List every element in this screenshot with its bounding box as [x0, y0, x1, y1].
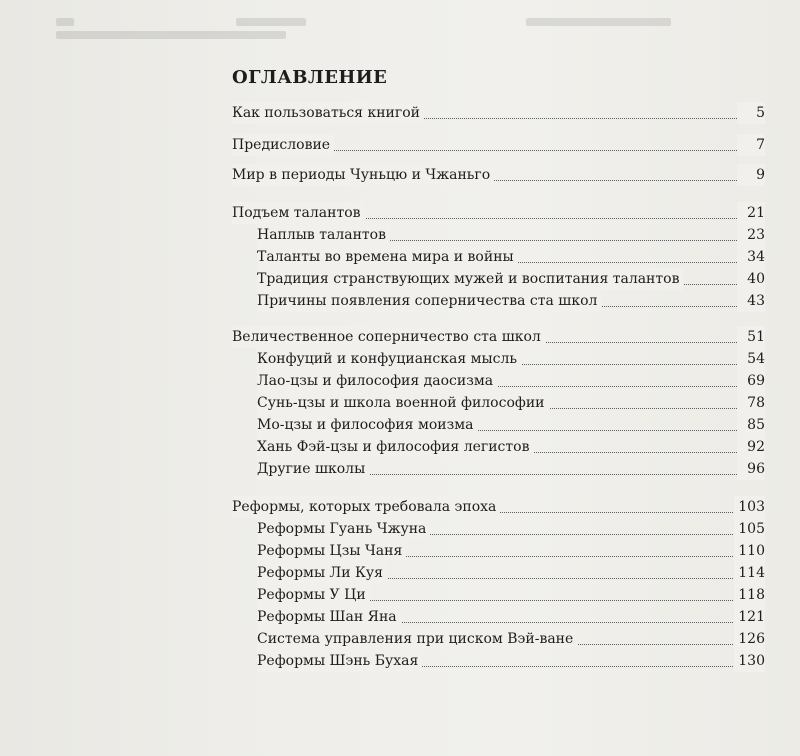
toc-subentry-guan-zhong [232, 518, 765, 540]
toc-entry-page: 118 [734, 584, 765, 606]
toc-entry-page: 40 [737, 268, 765, 290]
toc-entry-hundred-schools [232, 326, 765, 348]
toc-entry-label: Мо-цзы и философия моизма [257, 414, 477, 436]
toc-subentry-influx [232, 224, 765, 246]
table-of-contents [232, 64, 765, 672]
toc-entry-label: Таланты во времена мира и войны [257, 246, 518, 268]
toc-entry-label: Наплыв талантов [257, 224, 390, 246]
toc-entry-page: 5 [737, 102, 765, 124]
toc-entry-label: Система управления при циском Вэй-ване [257, 628, 577, 650]
toc-entry-page: 23 [737, 224, 765, 246]
toc-entry-label: Хань Фэй-цзы и философия легистов [257, 436, 533, 458]
toc-entry-label: Величественное соперничество ста школ [232, 326, 545, 348]
toc-entry-page: 43 [737, 290, 765, 312]
toc-entry-label: Реформы Ли Куя [257, 562, 387, 584]
toc-entry-page: 96 [737, 458, 765, 480]
toc-entry-label: Предисловие [232, 134, 334, 156]
show-through-text [56, 16, 776, 40]
toc-entry-label: Лао-цзы и философия даосизма [257, 370, 497, 392]
toc-subentry-wei-wang [232, 628, 765, 650]
toc-entry-page: 51 [737, 326, 765, 348]
toc-entry-label: Как пользоваться книгой [232, 102, 424, 124]
toc-subentry-sunzi [232, 392, 765, 414]
toc-entry-label: Конфуций и конфуцианская мысль [257, 348, 521, 370]
toc-entry-rise-of-talents [232, 202, 765, 224]
toc-entry-preface [232, 134, 765, 156]
toc-entry-label: Причины появления соперничества ста школ [257, 290, 601, 312]
toc-entry-page: 126 [734, 628, 765, 650]
toc-entry-page: 21 [737, 202, 765, 224]
toc-entry-chunqiu-zhanguo [232, 164, 765, 186]
toc-subentry-hanfeizi [232, 436, 765, 458]
toc-entry-page: 121 [734, 606, 765, 628]
toc-entry-label: Реформы У Ци [257, 584, 370, 606]
toc-subentry-shang-yang [232, 606, 765, 628]
toc-entry-label: Подъем талантов [232, 202, 365, 224]
toc-entry-page: 114 [734, 562, 765, 584]
toc-title: ОГЛАВЛЕНИЕ [232, 67, 388, 88]
toc-entry-page: 69 [737, 370, 765, 392]
toc-entry-page: 110 [734, 540, 765, 562]
toc-subentry-wu-qi [232, 584, 765, 606]
toc-subentry-zi-chan [232, 540, 765, 562]
toc-entry-label: Реформы Шан Яна [257, 606, 401, 628]
toc-subentry-li-kui [232, 562, 765, 584]
toc-entry-how-to-use [232, 102, 765, 124]
toc-subentry-other-schools [232, 458, 765, 480]
toc-entry-reforms [232, 496, 765, 518]
toc-entry-label: Реформы Цзы Чаня [257, 540, 406, 562]
toc-entry-label: Другие школы [257, 458, 369, 480]
toc-entry-page: 9 [737, 164, 765, 186]
toc-subentry-peace-war [232, 246, 765, 268]
toc-entry-page: 54 [737, 348, 765, 370]
toc-entry-label: Традиция странствующих мужей и воспитания талантов [257, 268, 683, 290]
toc-entry-label: Реформы Шэнь Бухая [257, 650, 422, 672]
toc-entry-label: Сунь-цзы и школа военной философии [257, 392, 549, 414]
toc-entry-label: Мир в периоды Чуньцю и Чжаньго [232, 164, 494, 186]
toc-entry-label: Реформы, которых требовала эпоха [232, 496, 500, 518]
toc-entry-page: 78 [737, 392, 765, 414]
toc-entry-page: 7 [737, 134, 765, 156]
toc-subentry-wandering-men [232, 268, 765, 290]
toc-entry-page: 105 [734, 518, 765, 540]
toc-subentry-mozi [232, 414, 765, 436]
toc-subentry-laozi [232, 370, 765, 392]
toc-entry-page: 34 [737, 246, 765, 268]
toc-entry-page: 103 [734, 496, 765, 518]
toc-subentry-confucius [232, 348, 765, 370]
toc-subentry-rivalry-causes [232, 290, 765, 312]
toc-entry-page: 130 [734, 650, 765, 672]
toc-entry-page: 92 [737, 436, 765, 458]
toc-subentry-shen-buhai [232, 650, 765, 672]
toc-entry-label: Реформы Гуань Чжуна [257, 518, 430, 540]
toc-entry-page: 85 [737, 414, 765, 436]
